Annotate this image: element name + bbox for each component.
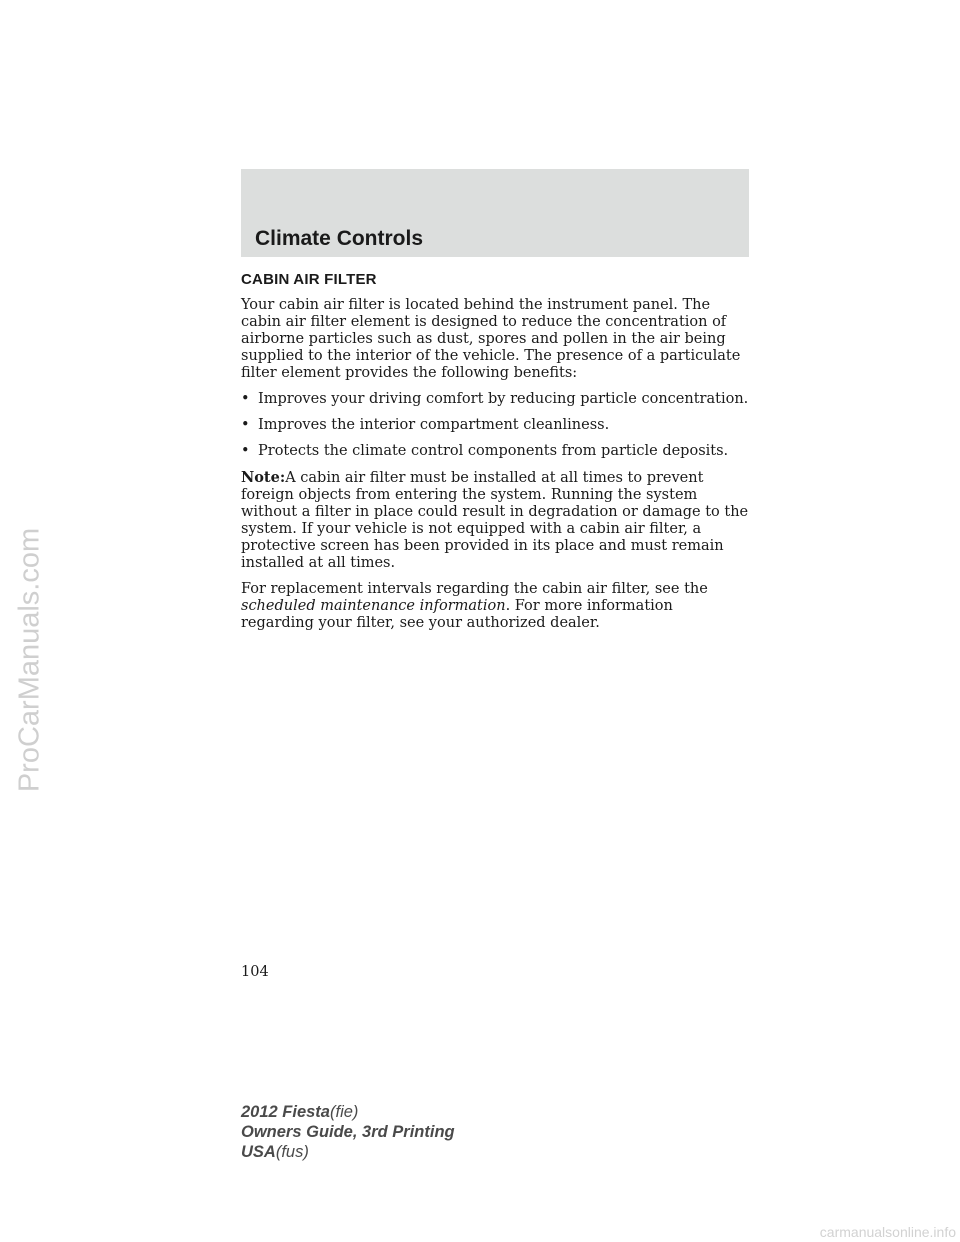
footer-model: 2012 Fiesta (241, 1103, 330, 1121)
maintenance-reference: scheduled maintenance information (241, 598, 506, 614)
footer-guide: Owners Guide, 3rd Printing (241, 1123, 455, 1141)
bullet-icon: • (241, 443, 250, 459)
bullet-icon: • (241, 417, 250, 433)
footer-market-code: (fus) (275, 1143, 309, 1161)
section-header-band (241, 169, 749, 257)
list-item-text: Protects the climate control components from particle deposits. (258, 443, 729, 459)
document-footer (241, 1102, 455, 1162)
list-item-text: Improves the interior compartment cleanliness. (258, 417, 610, 433)
note-text: A cabin air filter must be installed at all times to prevent foreign objects from entering the system. Running the system without a filter in place could result in degradation or damage to the system. If your vehicle is not equipped with a cabin air filter, a protective screen has been provided in its place and must remain installed at all times. (241, 470, 749, 571)
footer-market-line (241, 1142, 455, 1162)
list-item-text: Improves your driving comfort by reducing particle concentration. (258, 391, 749, 407)
replacement-paragraph (241, 581, 749, 632)
intro-paragraph: Your cabin air filter is located behind the instrument panel. The cabin air filter element is designed to reduce the concentration of airborne particles such as dust, spores and pollen in the air being supplied to the interior of the vehicle. The presence of a particulate filter element provides the following benefits: (241, 297, 741, 381)
list-item (241, 417, 749, 434)
bullet-icon: • (241, 391, 250, 407)
page-number: 104 (241, 964, 269, 980)
footer-market: USA (241, 1143, 276, 1161)
page-content (241, 271, 749, 641)
footer-model-line (241, 1102, 455, 1122)
section-heading: CABIN AIR FILTER (241, 271, 377, 288)
bottom-watermark: carmanualsonline.info (819, 1224, 956, 1240)
list-item (241, 391, 749, 408)
benefits-list (241, 391, 749, 460)
note-label: Note: (241, 469, 286, 486)
side-watermark-text: ProCarManuals.com (13, 527, 46, 793)
replacement-suffix: . For more information regarding your filter, see your authorized dealer. (241, 598, 673, 631)
list-item (241, 443, 749, 460)
note-paragraph (241, 469, 749, 572)
section-title: Climate Controls (255, 227, 424, 250)
side-watermark (3, 510, 57, 810)
footer-model-code: (fie) (329, 1103, 359, 1121)
replacement-prefix: For replacement intervals regarding the cabin air filter, see the (241, 581, 708, 597)
